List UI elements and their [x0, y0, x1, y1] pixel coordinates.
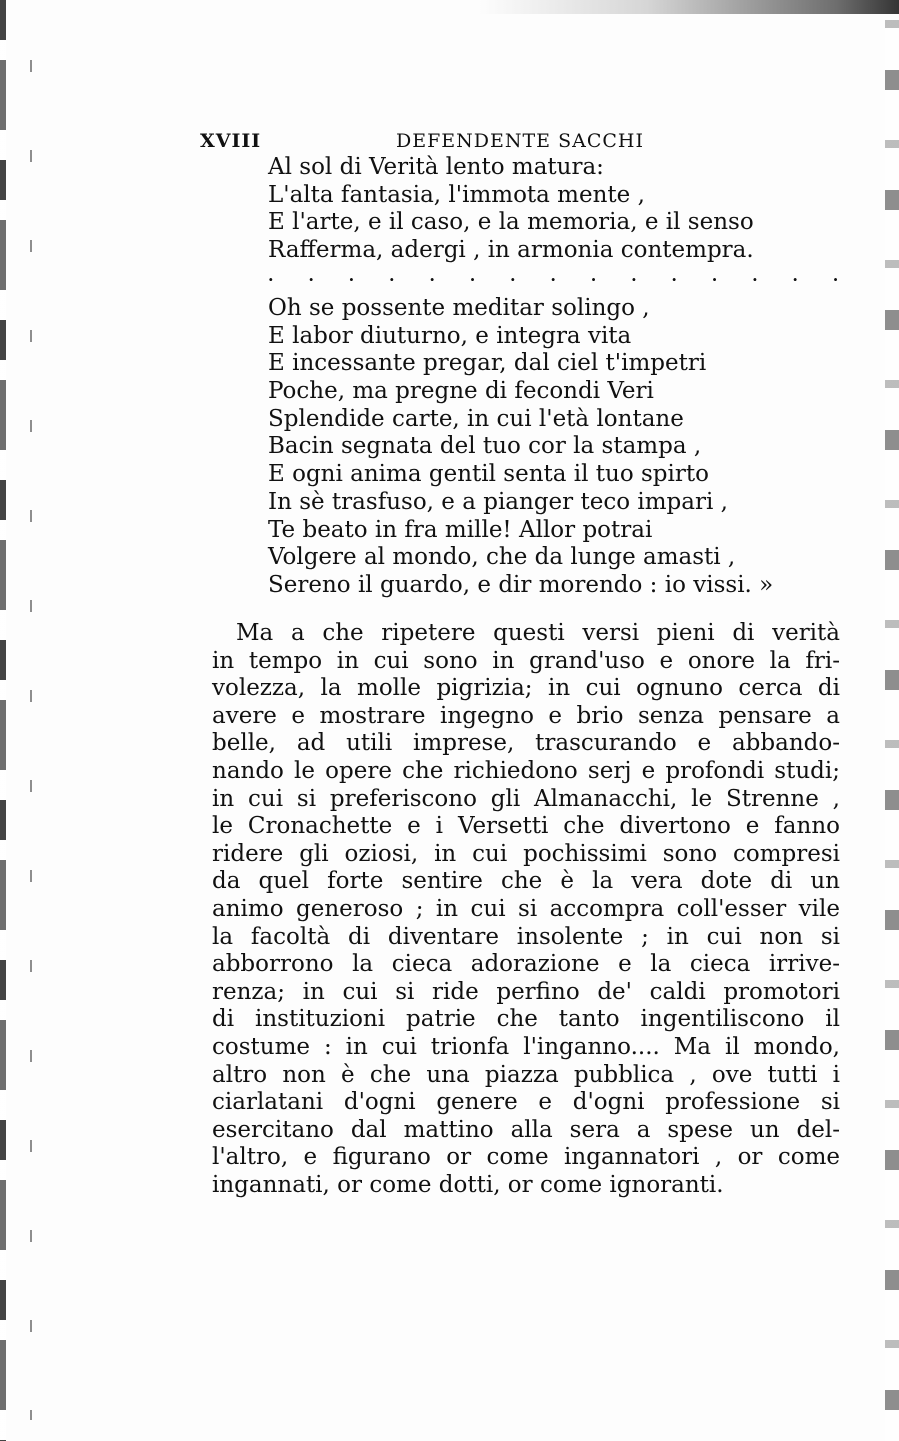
- verse-line: Poche, ma pregne di fecondi Veri: [268, 378, 654, 405]
- running-title: DEFENDENTE SACCHI: [396, 130, 644, 152]
- verse-stanza-2: [268, 295, 773, 600]
- prose-line: ridere gli oziosi, in cui pochissimi sono compresi: [212, 840, 840, 867]
- verse-line: Splendide carte, in cui l'età lontane: [268, 405, 684, 432]
- ellipsis-row: . . . . . . . . . . . . . . .: [268, 266, 853, 285]
- prose-line: abborrono la cieca adorazione e la cieca irrive-: [212, 951, 840, 978]
- prose-line: avere e mostrare ingegno e brio senza pensare a: [212, 702, 840, 729]
- prose-line: da quel forte sentire che è la vera dote di un: [212, 868, 840, 895]
- prose-line: in cui si preferiscono gli Almanacchi, le Strenne ,: [212, 785, 840, 812]
- verse-line: E incessante pregar, dal ciel t'impetri: [268, 350, 707, 377]
- prose-line: altro non è che una piazza pubblica , ove tutti i: [212, 1061, 840, 1088]
- prose-line: ingannati, or come dotti, or come ignoranti.: [212, 1171, 724, 1198]
- verse-line: Sereno il guardo, e dir morendo : io vissi. »: [268, 571, 774, 598]
- prose-line: Ma a che ripetere questi versi pieni di verità: [236, 620, 840, 646]
- prose-line: belle, ad utili imprese, trascurando e abbando-: [212, 730, 840, 757]
- prose-line: l'altro, e figurano or come ingannatori , or come: [212, 1144, 840, 1171]
- verse-line: Rafferma, adergi , in armonia contempra.: [268, 237, 754, 264]
- prose-line: costume : in cui trionfa l'inganno.... Ma il mondo,: [212, 1033, 840, 1060]
- verse-line: Al sol di Verità lento matura:: [268, 154, 604, 180]
- verse-line: L'alta fantasia, l'immota mente ,: [268, 181, 645, 208]
- scan-edge-left: [0, 0, 6, 1441]
- verse-line: E labor diuturno, e integra vita: [268, 322, 632, 349]
- scan-edge-right: [885, 20, 899, 1441]
- verse-line: E ogni anima gentil senta il tuo spirto: [268, 461, 709, 488]
- prose-line: esercitano dal mattino alla sera a spese un del-: [212, 1116, 840, 1143]
- prose-paragraph: [212, 620, 840, 1199]
- prose-line: animo generoso ; in cui si accompra coll'esser vile: [212, 895, 840, 922]
- scan-edge-top: [479, 0, 899, 14]
- page-number: XVIII: [200, 130, 262, 152]
- verse-line: Volgere al mondo, che da lunge amasti ,: [268, 544, 736, 571]
- verse-line: E l'arte, e il caso, e la memoria, e il senso: [268, 209, 754, 236]
- verse-line: Oh se possente meditar solingo ,: [268, 295, 650, 321]
- verse-line: In sè trasfuso, e a pianger teco impari ,: [268, 488, 728, 515]
- prose-line: la facoltà di diventare insolente ; in cui non si: [212, 923, 840, 950]
- verse-line: Te beato in fra mille! Allor potrai: [268, 516, 653, 543]
- prose-line: volezza, la molle pigrizia; in cui ognuno cerca di: [212, 675, 840, 702]
- prose-line: renza; in cui si ride perfino de' caldi promotori: [212, 978, 840, 1005]
- verse-stanza-1: [268, 154, 754, 265]
- scan-edge-mark: [30, 60, 32, 1420]
- verse-line: Bacin segnata del tuo cor la stampa ,: [268, 433, 702, 460]
- prose-line: in tempo in cui sono in grand'uso e onore la fri-: [212, 647, 840, 674]
- prose-line: nando le opere che richiedono serj e profondi studi;: [212, 757, 840, 784]
- prose-line: le Cronachette e i Versetti che divertono e fanno: [212, 813, 840, 840]
- prose-line: di instituzioni patrie che tanto ingentiliscono il: [212, 1006, 840, 1033]
- prose-line: ciarlatani d'ogni genere e d'ogni professione si: [212, 1089, 840, 1116]
